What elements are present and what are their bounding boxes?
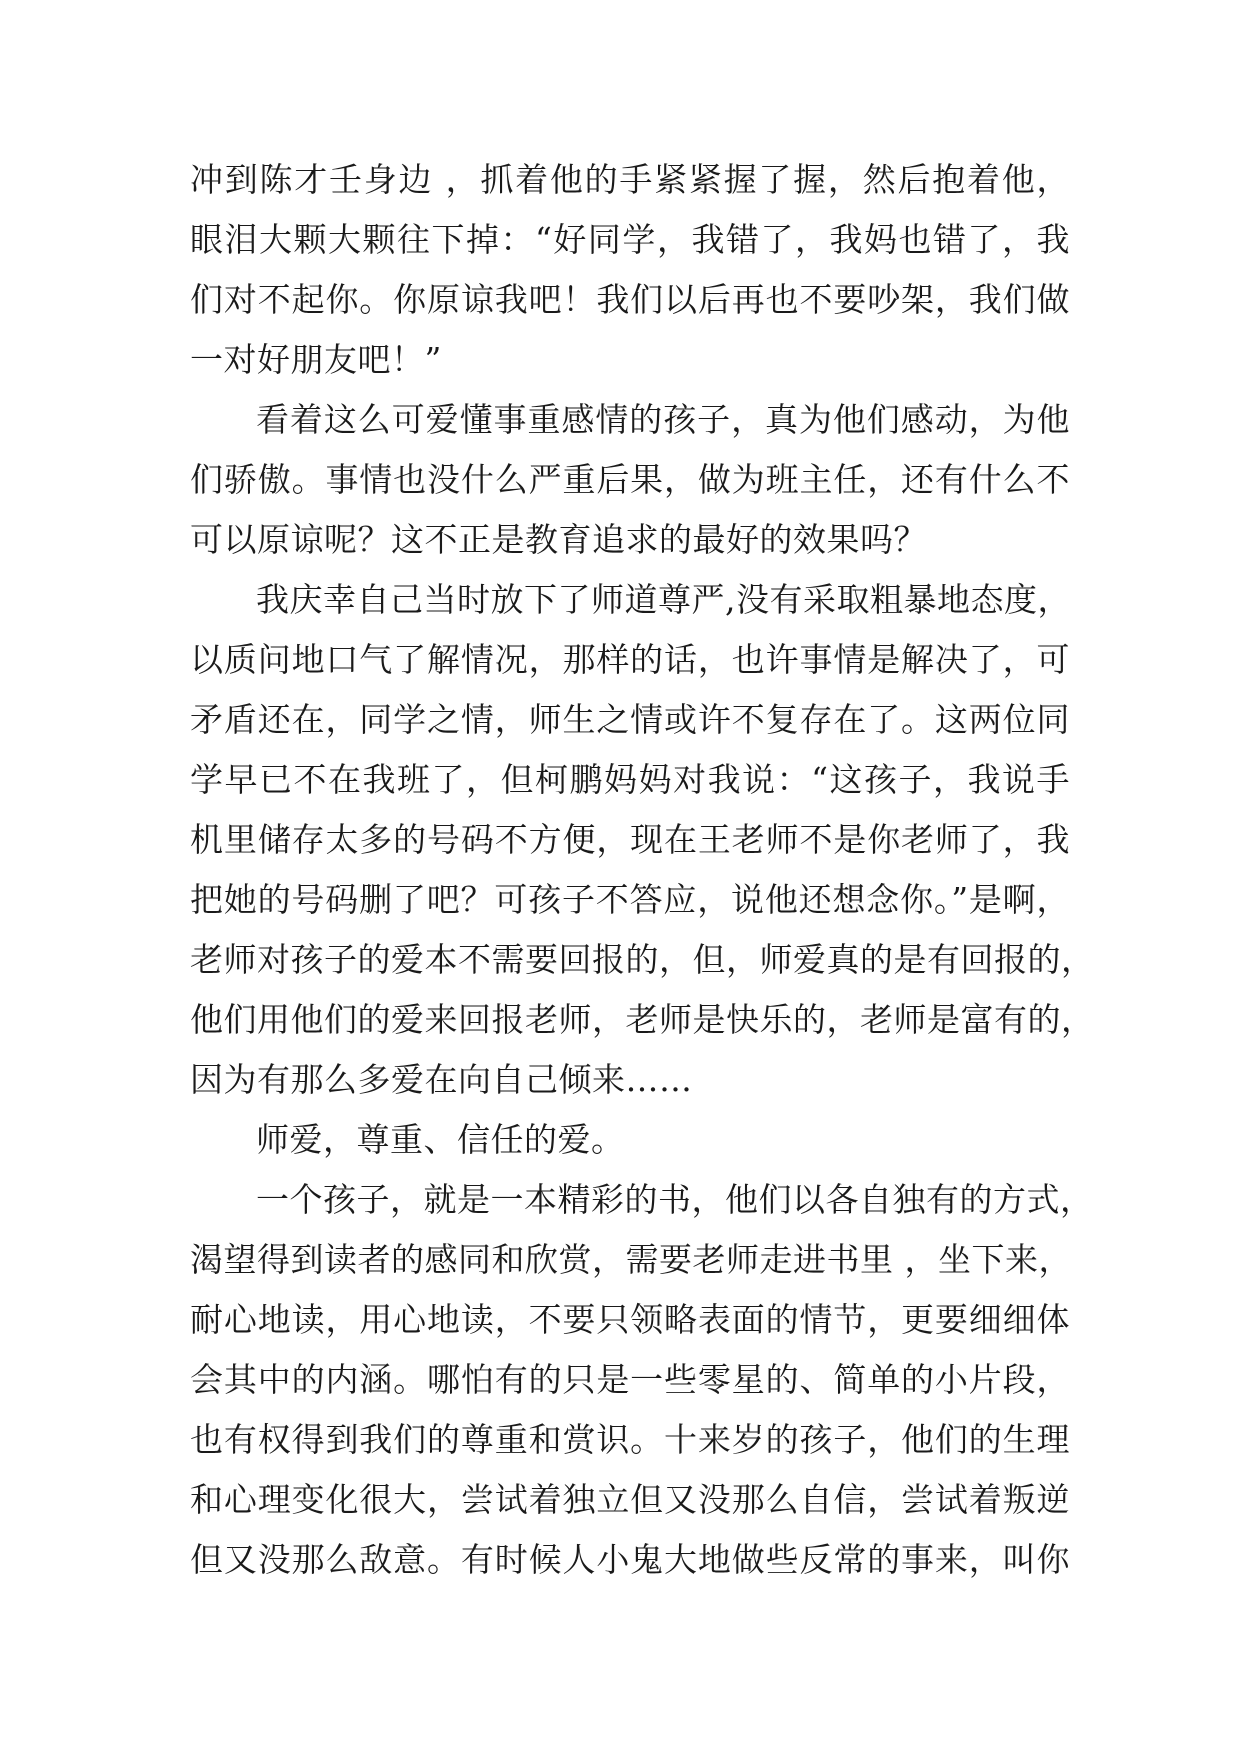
text-line: 以质问地口气了解情况，那样的话，也许事情是解决了，可 — [190, 640, 1070, 679]
document-body — [190, 150, 1095, 1590]
text-line: 也有权得到我们的尊重和赏识。十来岁的孩子，他们的生理 — [190, 1420, 1070, 1459]
text-line: 矛盾还在，同学之情，师生之情或许不复存在了。这两位同 — [190, 700, 1070, 739]
text-line: 因为有那么多爱在向自己倾来…… — [190, 1060, 693, 1099]
text-line: 看着这么可爱懂事重感情的孩子，真为他们感动，为他 — [256, 400, 1070, 439]
text-line: 和心理变化很大，尝试着独立但又没那么自信，尝试着叛逆 — [190, 1480, 1070, 1519]
paragraph-2 — [190, 390, 1070, 570]
text-line: 我庆幸自己当时放下了师道尊严,没有采取粗暴地态度， — [256, 580, 1071, 619]
text-line: 们对不起你。你原谅我吧！我们以后再也不要吵架，我们做 — [190, 280, 1070, 319]
text-line: 一个孩子，就是一本精彩的书，他们以各自独有的方式， — [256, 1180, 1094, 1219]
paragraph-1 — [190, 150, 1070, 390]
text-line: 们骄傲。事情也没什么严重后果，做为班主任，还有什么不 — [190, 460, 1070, 499]
text-line: 把她的号码删了吧？可孩子不答应，说他还想念你。”是啊， — [190, 880, 1070, 919]
text-line: 眼泪大颗大颗往下掉：“好同学，我错了，我妈也错了，我 — [190, 220, 1070, 259]
text-line: 机里储存太多的号码不方便，现在王老师不是你老师了，我 — [190, 820, 1070, 859]
text-line: 但又没那么敌意。有时候人小鬼大地做些反常的事来，叫你 — [190, 1540, 1070, 1579]
text-line: 耐心地读，用心地读，不要只领略表面的情节，更要细细体 — [190, 1300, 1070, 1339]
text-line: 冲到陈才壬身边 ，抓着他的手紧紧握了握，然后抱着他， — [190, 160, 1070, 199]
paragraph-5 — [190, 1170, 1094, 1590]
text-line: 渴望得到读者的感同和欣赏，需要老师走进书里 ，坐下来， — [190, 1240, 1072, 1279]
text-line: 一对好朋友吧！” — [190, 340, 442, 379]
text-line: 学早已不在我班了，但柯鹏妈妈对我说：“这孩子，我说手 — [190, 760, 1070, 799]
text-line: 他们用他们的爱来回报老师，老师是快乐的，老师是富有的， — [190, 1000, 1095, 1039]
paragraph-3 — [190, 570, 1095, 1110]
text-line: 会其中的内涵。哪怕有的只是一些零星的、简单的小片段， — [190, 1360, 1070, 1399]
text-line: 师爱，尊重、信任的爱。 — [256, 1120, 625, 1159]
text-line: 可以原谅呢？这不正是教育追求的最好的效果吗？ — [190, 520, 927, 559]
paragraph-4 — [190, 1110, 1070, 1170]
text-line: 老师对孩子的爱本不需要回报的，但，师爱真的是有回报的， — [190, 940, 1095, 979]
